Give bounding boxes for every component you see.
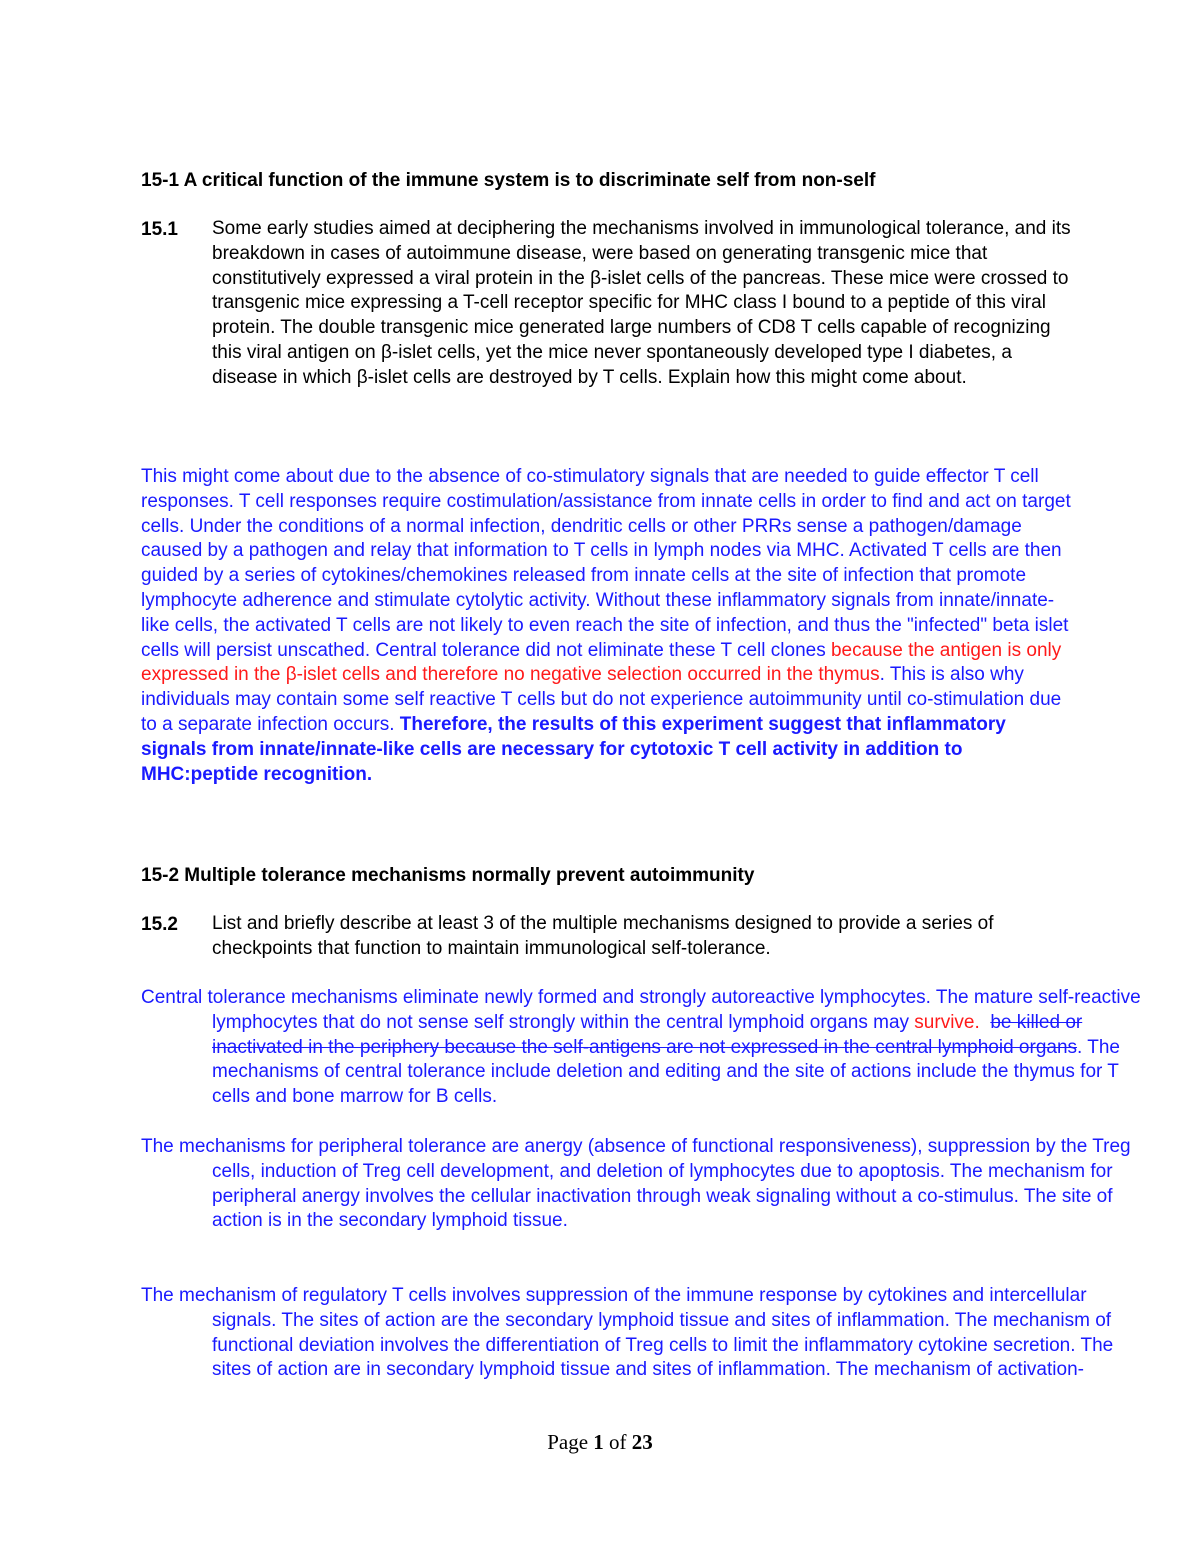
question-text-15-1: Some early studies aimed at deciphering the mechanisms involved in immunological tolerance, and its breakdown in cases of autoimmune disease, were based on generating transgenic mice that constitutively expressed a viral protein in the β-islet cells of the pancreas. These mice were crossed to transgenic mice expressing a T-cell receptor specific for MHC class I bound to a peptide of this viral protein. The double transgenic mice generated large numbers of CD8 T cells capable of recognizing this viral antigen on β-islet cells, yet the mice never spontaneously developed type I diabetes, a disease in which β-islet cells are destroyed by T cells. Explain how this might come about. [212,218,1071,388]
answer-15-1-conclusion: Therefore, the results of this experiment suggest that inflammatory signals from innate/innate-like cells are necessary for cytotoxic T cell activity in addition to MHC:peptide recognition. [141,713,1006,785]
total-pages: 23 [631,1430,653,1454]
central-tolerance-text-cont: . The mechanisms of central tolerance include deletion and editing and the site of actions include the thymus for T cells and bone marrow for B cells. [212,1036,1120,1108]
of-label: of [609,1430,627,1454]
section-heading-15-2: 15-2 Multiple tolerance mechanisms normally prevent autoimmunity [141,865,755,886]
section-heading-15-1: 15-1 A critical function of the immune system is to discriminate self from non-self [141,170,876,191]
answer-15-2-regulatory-t-cells: The mechanism of regulatory T cells involves suppression of the immune response by cytokines and intercellular signals. The sites of action are the secondary lymphoid tissue and sites of inflammation. The mechanism of functional deviation involves the differentiation of Treg cells to limit the inflammatory cytokine secretion. The sites of action are in secondary lymphoid tissue and sites of inflammation. The mechanism of activation- [141,1285,1114,1381]
current-page-number: 1 [593,1430,604,1454]
central-tolerance-red-text: survive. [914,1011,980,1033]
answer-15-2-peripheral-tolerance: The mechanisms for peripheral tolerance are anergy (absence of functional responsiveness), suppression by the Treg cells, induction of Treg cell development, and deletion of lymphocytes due to apoptosis. The mechanism for peripheral anergy involves the cellular inactivation through weak signaling without a co-stimulus. The site of action is in the secondary lymphoid tissue. [141,1136,1131,1232]
answer-15-1-text: This might come about due to the absence of co-stimulatory signals that are needed to guide effector T cell responses. T cell responses require costimulation/assistance from innate cells in order to find and act on target cells. Under the conditions of a normal infection, dendritic cells or other PRRs sense a pathogen/damage caused by a pathogen and relay that information to T cells in lymph nodes via MHC. Activated T cells are then guided by a series of cytokines/chemokines released from innate cells at the site of infection that promote lymphocyte adherence and stimulate cytolytic activity. Without these inflammatory signals from innate/innate-like cells, the activated T cells are not likely to even reach the site of infection, and thus the "infected" beta islet cells will persist unscathed. Central tolerance did not eliminate these T cell clones [141,466,1071,661]
central-tolerance-text: Central tolerance mechanisms eliminate newly formed and strongly autoreactive lymphocytes. The mature self-reactive lymphocytes that do not sense self strongly within the central lymphoid organs may [141,987,1141,1033]
question-number-15-1: 15.1 [141,219,178,240]
answer-15-1-red-text: because the antigen is only expressed in the β-islet cells and therefore no negative selection occurred in the thymus [141,639,1062,686]
page-label: Page [547,1430,589,1454]
page-footer [0,1430,1200,1455]
answer-15-1 [141,465,1071,787]
central-tolerance-struck-text: be killed or inactivated in the periphery because the self-antigens are not expressed in the central lymphoid organs [212,1011,1083,1058]
question-number-15-2: 15.2 [141,914,178,935]
answer-15-2-central-tolerance [141,986,1142,1110]
answer-15-1-text-cont: . This is also why individuals may contain some self reactive T cells but do not experience autoimmunity until co-stimulation due to a separate infection occurs. [141,664,1062,735]
question-text-15-2: List and briefly describe at least 3 of the multiple mechanisms designed to provide a series of checkpoints that function to maintain immunological self-tolerance. [212,913,994,959]
